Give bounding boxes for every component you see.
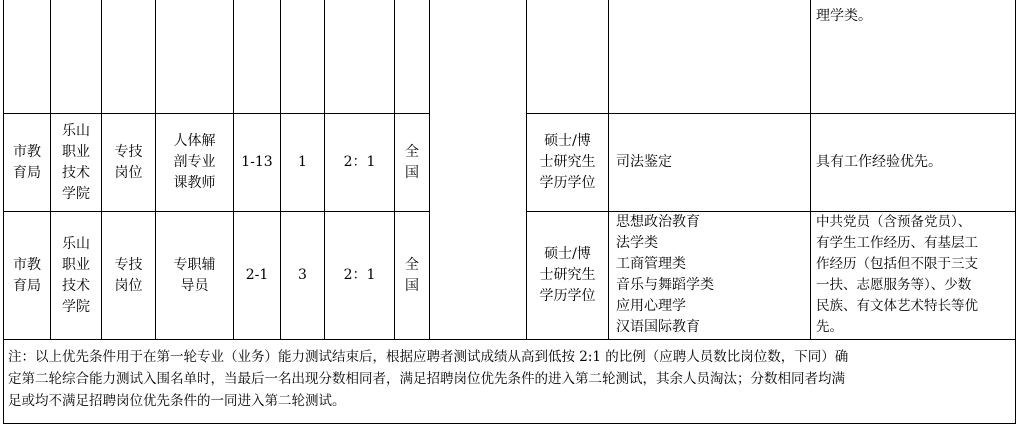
- row1-post-name: 人体解 剖专业 课教师: [173, 133, 216, 191]
- row2-unit: 乐山 职业 技术 学院: [62, 235, 90, 315]
- row1-dept: 市教 育局: [13, 143, 41, 181]
- col-divider-scope: [429, 0, 430, 340]
- row1-priority: 具有工作经验优先。: [816, 154, 942, 170]
- row1-education: 硕士/博 士研究生 学历学位: [539, 133, 596, 191]
- row2-education: 硕士/博 士研究生 学历学位: [539, 246, 596, 304]
- row1-major: 司法鉴定: [616, 154, 672, 170]
- table-right-border: [1015, 0, 1016, 424]
- row2-scope: 全 国: [405, 256, 419, 294]
- row1-unit: 乐山 职业 技术 学院: [62, 122, 90, 202]
- row1-ratio: 2：1: [343, 154, 376, 170]
- row2-post-name: 专职辅 导员: [173, 256, 216, 294]
- row1-scope: 全 国: [405, 143, 419, 181]
- row1-code: 1-13: [241, 154, 273, 170]
- row2-dept: 市教 育局: [13, 256, 41, 294]
- row2-priority: 中共党员（含预备党员）、 有学生工作经历、有基层工 作经历（包括但不限于三支 一扶、志愿服务等）、少数 民族、有文体艺术特长等优 先。: [816, 214, 978, 335]
- row1-post-type: 专技 岗位: [114, 143, 143, 181]
- col-divider-edu: [608, 0, 609, 340]
- top-right-cell-text: 理学类。: [816, 8, 872, 24]
- footnote: [8, 346, 1012, 412]
- row2-count: 3: [298, 267, 307, 283]
- table-bottom-border: [3, 423, 1015, 424]
- row2-major: 思想政治教育 法学类 工商管理类 音乐与舞蹈学类 应用心理学 汉语国际教育: [616, 214, 714, 335]
- row1-count: 1: [298, 154, 307, 170]
- row2-ratio: 2：1: [343, 267, 376, 283]
- footnote-line: 注：以上优先条件用于在第一轮专业（业务）能力测试结束后，根据应聘者测试成绩从高到低按 2:1 的比例（应聘人员数比岗位数，下同）确: [8, 349, 849, 365]
- row2-post-type: 专技 岗位: [114, 256, 143, 294]
- footnote-line: 定第二轮综合能力测试入围名单时，当最后一名出现分数相同者，满足招聘岗位优先条件的进入第二轮测试，其余人员淘汰；分数相同者均满: [8, 371, 845, 387]
- row2-code: 2-1: [245, 267, 269, 283]
- col-divider-major: [810, 0, 811, 340]
- footnote-line: 足或均不满足招聘岗位优先条件的一同进入第二轮测试。: [8, 393, 346, 409]
